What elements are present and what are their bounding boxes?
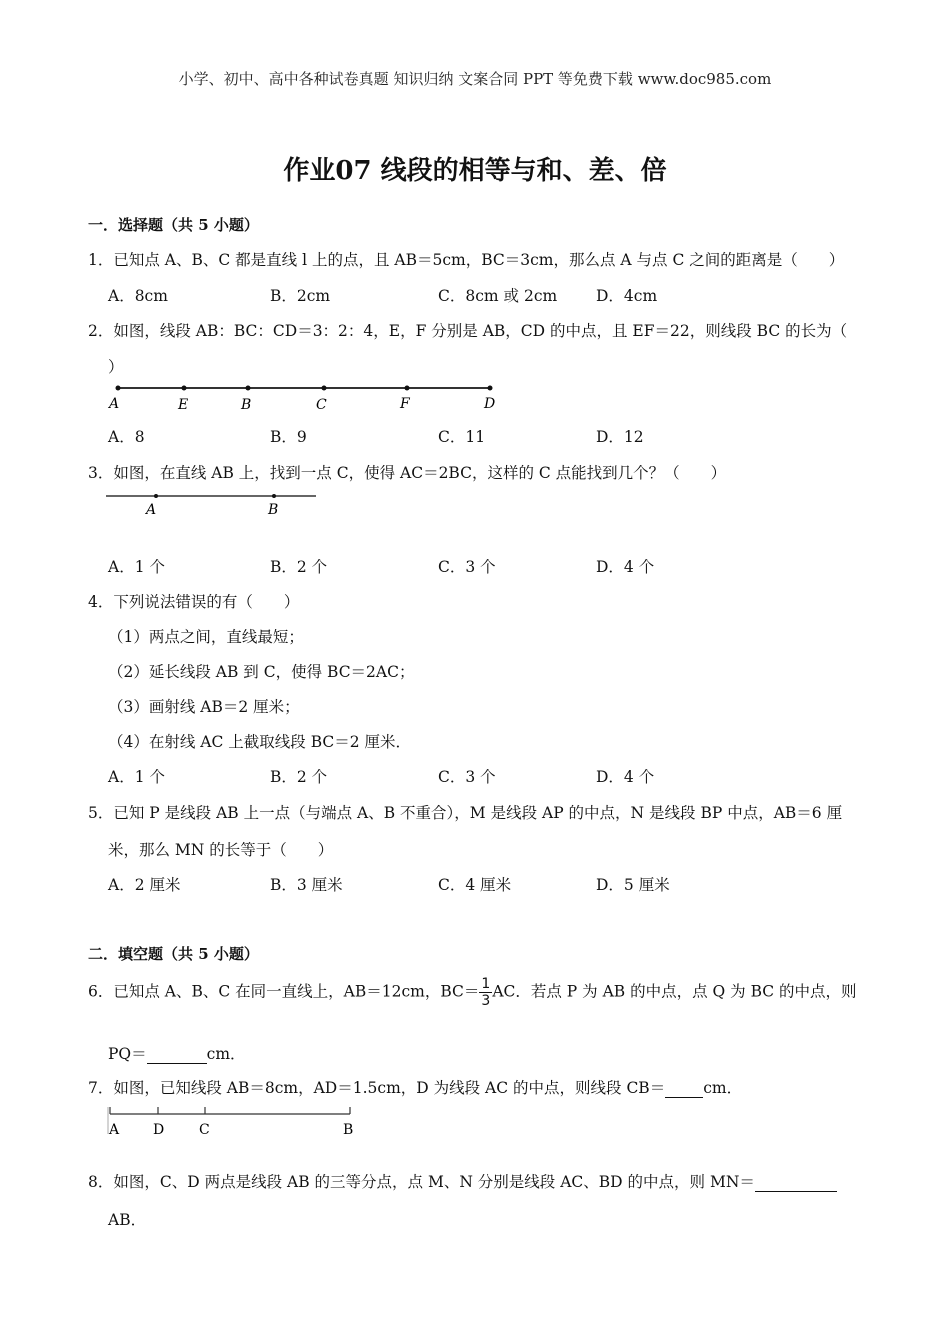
question-2-text-cont: ） <box>108 358 124 376</box>
question-4-text: 4．下列说法错误的有（ ） <box>88 593 300 611</box>
statement-3: （3）画射线 AB＝2 厘米； <box>108 698 300 716</box>
question-6-unit: cm． <box>206 1045 246 1063</box>
point-d <box>488 386 493 391</box>
question-5-text-cont: 米，那么 MN 的长等于（ ） <box>108 841 334 859</box>
option-d: D．5 厘米 <box>596 876 670 894</box>
question-3-text: 3．如图，在直线 AB 上，找到一点 C，使得 AC＝2BC，这样的 C 点能找到几个？（ ） <box>88 464 727 482</box>
point-c <box>322 386 327 391</box>
question-8-text <box>88 1170 837 1192</box>
label-a: A <box>146 502 157 518</box>
option-c: C．3 个 <box>438 558 496 576</box>
question-8-part-a: 8．如图，C、D 两点是线段 AB 的三等分点，点 M、N 分别是线段 AC、BD 的中点，则 MN＝ <box>88 1173 755 1191</box>
point-a <box>116 386 121 391</box>
option-a: A．2 厘米 <box>108 876 181 894</box>
question-8-text-cont: AB． <box>108 1211 147 1229</box>
option-c: C．3 个 <box>438 768 496 786</box>
page-title: 作业07 线段的相等与和、差、倍 <box>283 156 667 186</box>
fraction-denominator: 3 <box>481 993 491 1009</box>
answer-blank[interactable] <box>755 1173 837 1192</box>
question-1-text: 1．已知点 A、B、C 都是直线 l 上的点，且 AB＝5cm，BC＝3cm，那么点 A 与点 C 之间的距离是（ ） <box>88 251 845 269</box>
answer-blank[interactable] <box>665 1079 703 1098</box>
option-d: D．4 个 <box>596 768 655 786</box>
label-e: E <box>178 397 189 413</box>
statement-1: （1）两点之间，直线最短； <box>108 628 304 646</box>
point-b <box>246 386 251 391</box>
label-c: C <box>316 397 327 413</box>
option-a: A．1 个 <box>108 768 165 786</box>
label-a: A <box>109 396 120 412</box>
section-heading-choice: 一．选择题（共 5 小题） <box>88 216 259 234</box>
statement-2: （2）延长线段 AB 到 C，使得 BC＝2AC； <box>108 663 415 681</box>
question-7-unit: cm． <box>703 1079 743 1097</box>
question-6-part-b: AC．若点 P 为 AB 的中点，点 Q 为 BC 的中点，则 <box>492 982 857 1001</box>
question-2-figure <box>104 380 504 414</box>
point-f <box>405 386 410 391</box>
question-7-part-a: 7．如图，已知线段 AB＝8cm，AD＝1.5cm，D 为线段 AC 的中点，则线段 CB＝ <box>88 1079 666 1097</box>
label-d: D <box>484 396 496 412</box>
statement-4: （4）在射线 AC 上截取线段 BC＝2 厘米． <box>108 733 412 751</box>
option-d: D．4 个 <box>596 558 655 576</box>
label-b: B <box>241 397 252 413</box>
label-b: B <box>343 1122 354 1138</box>
label-b: B <box>268 502 279 518</box>
point-a <box>154 494 158 498</box>
option-c: C．8cm 或 2cm <box>438 287 558 305</box>
option-d: D．12 <box>596 428 644 446</box>
fraction-numerator: 1 <box>481 976 491 992</box>
question-3-figure <box>104 490 324 520</box>
option-c: C．4 厘米 <box>438 876 512 894</box>
answer-blank[interactable] <box>147 1045 207 1064</box>
option-c: C．11 <box>438 428 486 446</box>
option-b: B．9 <box>270 428 307 446</box>
question-6-pq-label: PQ＝ <box>108 1045 147 1063</box>
question-6-part-a: 6．已知点 A、B、C 在同一直线上，AB＝12cm，BC＝ <box>88 982 480 1001</box>
option-b: B．2 个 <box>270 558 328 576</box>
point-e <box>182 386 187 391</box>
section-heading-fill: 二．填空题（共 5 小题） <box>88 945 259 963</box>
option-a: A．8 <box>108 428 145 446</box>
option-b: B．3 厘米 <box>270 876 343 894</box>
option-a: A．1 个 <box>108 558 165 576</box>
question-7-text <box>88 1076 742 1098</box>
label-c: C <box>199 1122 210 1138</box>
fraction-one-third <box>479 976 492 1009</box>
label-a: A <box>109 1122 120 1138</box>
option-a: A．8cm <box>108 287 168 305</box>
label-d: D <box>153 1122 165 1138</box>
question-5-text: 5．已知 P 是线段 AB 上一点（与端点 A、B 不重合），M 是线段 AP 的中点，N 是线段 BP 中点，AB＝6 厘 <box>88 804 843 822</box>
label-f: F <box>400 396 410 412</box>
question-6-answer-line <box>108 1042 246 1064</box>
option-b: B．2 个 <box>270 768 328 786</box>
option-b: B．2cm <box>270 287 331 305</box>
question-7-figure <box>106 1104 356 1138</box>
question-6-text <box>88 976 857 1009</box>
option-d: D．4cm <box>596 287 658 305</box>
point-b <box>272 494 276 498</box>
page-header: 小学、初中、高中各种试卷真题 知识归纳 文案合同 PPT 等免费下载 www.doc985.com <box>178 70 772 88</box>
question-2-text: 2．如图，线段 AB：BC：CD＝3：2：4，E，F 分别是 AB，CD 的中点，且 EF＝22，则线段 BC 的长为（ <box>88 322 848 340</box>
